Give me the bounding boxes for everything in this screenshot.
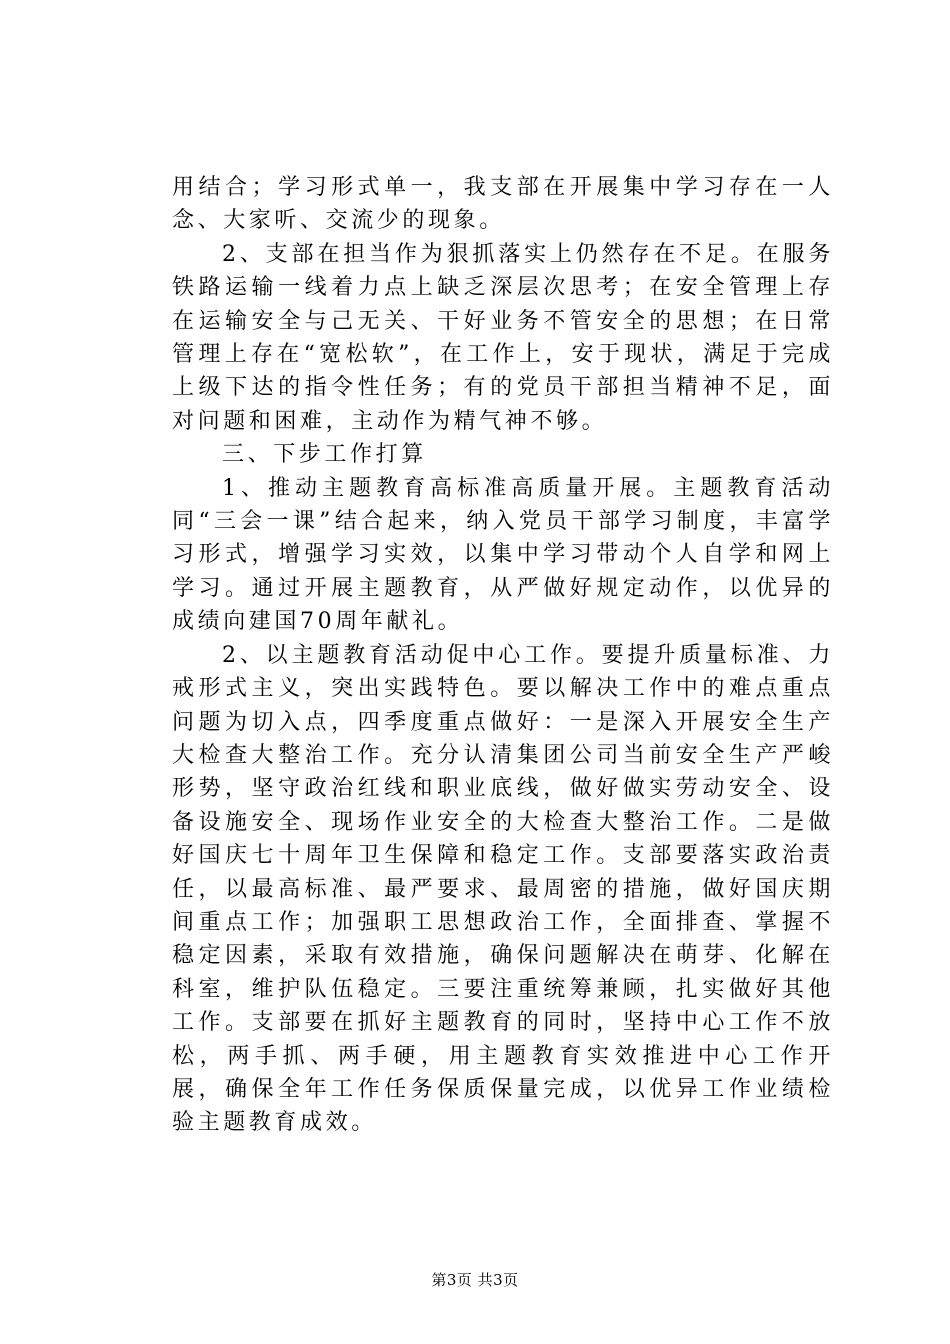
- paragraph-item-1-theme-education: 1、推动主题教育高标准高质量开展。主题教育活动同“三会一课”结合起来，纳入党员干部学习制度，丰富学习形式，增强学习实效，以集中学习带动个人自学和网上学习。通过开展主题教育，从严做好规定动作，以优异的成绩向建国70周年献礼。: [172, 475, 834, 635]
- paragraph-item-2-shortcomings: 2、支部在担当作为狠抓落实上仍然存在不足。在服务铁路运输一线着力点上缺乏深层次思考；在安全管理上存在运输安全与己无关、干好业务不管安全的思想；在日常管理上存在“宽松软”，在工作上，安于现状，满足于完成上级下达的指令性任务；有的党员干部担当精神不足，面对问题和困难，主动作为精气神不够。: [172, 241, 834, 434]
- section-heading-next-steps: 三、下步工作打算: [222, 442, 427, 468]
- paragraph-item-2-central-work: 2、以主题教育活动促中心工作。要提升质量标准、力戒形式主义，突出实践特色。要以解决工作中的难点重点问题为切入点，四季度重点做好：一是深入开展安全生产大检查大整治工作。充分认清集团公司当前安全生产严峻形势，坚守政治红线和职业底线，做好做实劳动安全、设备设施安全、现场作业安全的大检查大整治工作。二是做好国庆七十周年卫生保障和稳定工作。支部要落实政治责任，以最高标准、最严要求、最周密的措施，做好国庆期间重点工作；加强职工思想政治工作，全面排查、掌握不稳定因素，采取有效措施，确保问题解决在萌芽、化解在科室，维护队伍稳定。三要注重统筹兼顾，扎实做好其他工作。支部要在抓好主题教育的同时，坚持中心工作不放松，两手抓、两手硬，用主题教育实效推进中心工作开展，确保全年工作任务保质保量完成，以优异工作业绩检验主题教育成效。: [172, 642, 834, 1136]
- document-body: [172, 171, 834, 1140]
- paragraph-continuation: 用结合；学习形式单一，我支部在开展集中学习存在一人念、大家听、交流少的现象。: [172, 175, 834, 234]
- page-footer: 第3页 共3页: [431, 1271, 519, 1289]
